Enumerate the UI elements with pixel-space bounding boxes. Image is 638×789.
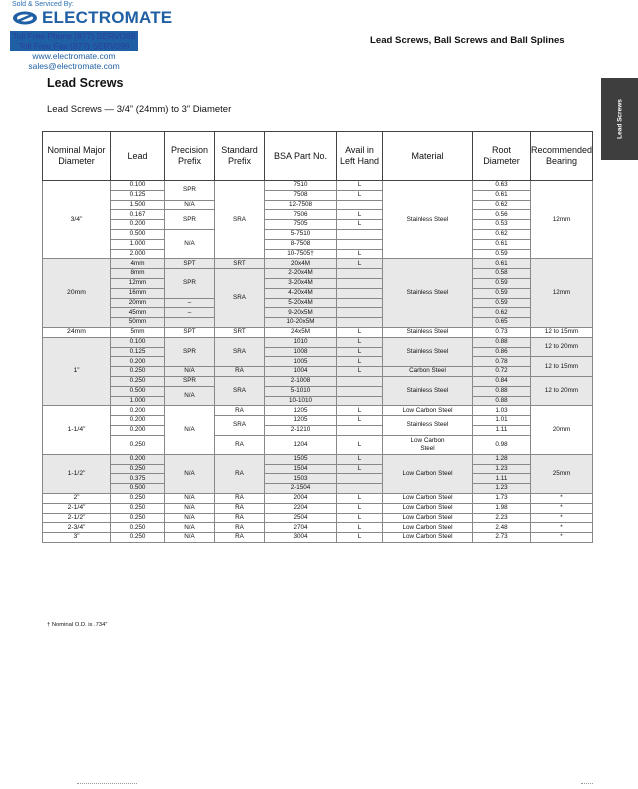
cell: N/A [165,523,215,533]
cell: SPT [165,259,215,269]
cell: 12mm [531,181,593,259]
cell: RA [215,513,265,523]
sold-by-label: Sold & Serviced By: [12,1,74,8]
table-row [43,308,593,318]
cell: 7510 [265,181,337,191]
phone-line: Toll Free Phone (877) SERVO98 [10,31,138,41]
cell: 0.88 [473,337,531,347]
cell: 5mm [111,327,165,337]
side-tab-label: Lead Screws [616,99,623,139]
cell: N/A [165,493,215,503]
table-row [43,210,593,220]
table-row [43,464,593,474]
cell: 0.59 [473,249,531,259]
cell: 1-1/2” [43,454,111,493]
cell: 50mm [111,318,165,328]
cell: 0.250 [111,533,165,543]
cell: N/A [165,406,215,454]
cell: 1.23 [473,484,531,494]
cell: 1.23 [473,464,531,474]
cell: 7505 [265,220,337,230]
cell: L [337,357,383,367]
cell: L [337,347,383,357]
cell: 5-20x4M [265,298,337,308]
cell: 12 to 15mm [531,327,593,337]
cell: 0.63 [473,181,531,191]
col-header: Nominal Major Diameter [43,132,111,181]
cell: 2504 [265,513,337,523]
cell: 2.48 [473,523,531,533]
table-row [43,220,593,230]
cell: 2-1008 [265,376,337,386]
cell: – [165,308,215,318]
cell: 0.61 [473,259,531,269]
cell: 0.200 [111,425,165,435]
table-row [43,474,593,484]
cell: 2-1/2” [43,513,111,523]
cell [337,269,383,279]
cell: N/A [165,503,215,513]
page-bottom-edge [47,783,597,789]
cell: 0.100 [111,181,165,191]
cell: L [337,367,383,377]
cell: 0.62 [473,200,531,210]
cell: 2-20x4M [265,269,337,279]
cell: 3/4” [43,181,111,259]
col-header: Root Diameter [473,132,531,181]
cell: RA [215,367,265,377]
cell: 1205 [265,406,337,416]
cell: SRA [215,181,265,259]
cell: 12 to 20mm [531,337,593,357]
cell: 0.61 [473,190,531,200]
cell: L [337,493,383,503]
cell: 0.250 [111,367,165,377]
cell: SPR [165,376,215,386]
cell: SRA [215,376,265,405]
cell: * [531,513,593,523]
table-row [43,318,593,328]
cell: L [337,337,383,347]
table-row [43,200,593,210]
lead-screw-table [42,131,593,543]
cell: N/A [165,386,215,406]
table-row [43,533,593,543]
cell: 0.78 [473,357,531,367]
cell: 9-20x5M [265,308,337,318]
cell: 0.250 [111,503,165,513]
table-row [43,269,593,279]
cell: 0.62 [473,229,531,239]
cell: SPR [165,269,215,298]
cell: 1.500 [111,200,165,210]
cell: 5-7510 [265,229,337,239]
cell: 0.200 [111,416,165,426]
cell: N/A [165,229,215,258]
cell: 0.58 [473,269,531,279]
cell: – [165,298,215,308]
cell: L [337,190,383,200]
cell: 1010 [265,337,337,347]
cell: L [337,249,383,259]
cell: 1.28 [473,454,531,464]
contact-block [10,31,138,71]
cell: 0.98 [473,435,531,454]
cell: 0.65 [473,318,531,328]
cell: 2.000 [111,249,165,259]
col-header: Recommended Bearing [531,132,593,181]
cell: 0.56 [473,210,531,220]
cell: RA [215,503,265,513]
cell: 2.23 [473,513,531,523]
cell: 4mm [111,259,165,269]
cell: 1.73 [473,493,531,503]
cell: Stainless Steel [383,327,473,337]
cell: L [337,503,383,513]
cell: 7506 [265,210,337,220]
cell: 0.250 [111,435,165,454]
table-row [43,513,593,523]
cell: SPR [165,181,215,201]
cell: 0.73 [473,327,531,337]
cell: 2.73 [473,533,531,543]
cell [337,484,383,494]
cell [337,288,383,298]
table-row [43,523,593,533]
cell: Stainless Steel [383,337,473,366]
cell: L [337,327,383,337]
cell: 2-3/4” [43,523,111,533]
table-row [43,367,593,377]
cell: 0.125 [111,347,165,357]
cell: 0.53 [473,220,531,230]
page-subtitle: Lead Screws — 3/4” (24mm) to 3” Diameter [47,104,232,115]
cell [337,308,383,318]
table-row [43,181,593,191]
cell: Low Carbon Steel [383,513,473,523]
cell: L [337,416,383,426]
cell: 12 to 15mm [531,357,593,377]
table-row [43,484,593,494]
cell: 12 to 20mm [531,376,593,405]
col-header: BSA Part No. [265,132,337,181]
cell: N/A [165,533,215,543]
table-row [43,327,593,337]
cell: 1.01 [473,416,531,426]
cell: 0.62 [473,308,531,318]
cell: RA [215,454,265,493]
cell: L [337,454,383,464]
cell: RA [215,523,265,533]
cell: 3-20x4M [265,278,337,288]
table-row [43,493,593,503]
cell: 2204 [265,503,337,513]
cell: 20mm [111,298,165,308]
table-row [43,386,593,396]
cell: 0.250 [111,464,165,474]
cell: 1-1/4” [43,406,111,454]
cell: 0.59 [473,278,531,288]
table-row [43,259,593,269]
cell: 1505 [265,454,337,464]
cell: N/A [165,200,215,210]
table-row [43,396,593,406]
cell: L [337,435,383,454]
cell: 0.200 [111,406,165,416]
table-row [43,416,593,426]
cell: L [337,464,383,474]
table-row [43,190,593,200]
cell: 1.000 [111,239,165,249]
cell: 16mm [111,288,165,298]
cell: 1.98 [473,503,531,513]
cell: 10-1010 [265,396,337,406]
cell: 8mm [111,269,165,279]
cell: 0.200 [111,220,165,230]
electromate-logo-icon [12,10,38,26]
cell: Low Carbon Steel [383,533,473,543]
cell [165,318,215,328]
cell: 0.88 [473,396,531,406]
cell: 1204 [265,435,337,454]
cell: 1.11 [473,474,531,484]
cell: 24x5M [265,327,337,337]
col-header: Material [383,132,473,181]
table-row [43,376,593,386]
cell: 1.11 [473,425,531,435]
table-row [43,454,593,464]
cell: N/A [165,367,215,377]
table-row [43,288,593,298]
cell: Low Carbon Steel [383,454,473,493]
cell: 20mm [43,259,111,328]
table-row [43,425,593,435]
cell: 3004 [265,533,337,543]
cell: 2-1/4” [43,503,111,513]
cell: N/A [165,454,215,493]
cell: 3” [43,533,111,543]
cell: 25mm [531,454,593,493]
cell: 1205 [265,416,337,426]
cell: 0.86 [473,347,531,357]
cell: * [531,503,593,513]
cell: Stainless Steel [383,259,473,328]
cell: L [337,259,383,269]
col-header: Precision Prefix [165,132,215,181]
cell [383,435,473,454]
cell [337,474,383,484]
cell: 1.03 [473,406,531,416]
cell: 24mm [43,327,111,337]
cell: RA [215,493,265,503]
cell [337,239,383,249]
col-header: Lead [111,132,165,181]
cell: SRA [215,416,265,436]
cell: 45mm [111,308,165,318]
cell: 12mm [111,278,165,288]
cell: L [337,220,383,230]
cell: 0.72 [473,367,531,377]
col-header: Standard Prefix [215,132,265,181]
cell [337,318,383,328]
cell: 4-20x4M [265,288,337,298]
cell: 0.200 [111,357,165,367]
cell: 0.125 [111,190,165,200]
cell: 0.84 [473,376,531,386]
cell: 0.375 [111,474,165,484]
cell [337,376,383,386]
cell: 10-7505† [265,249,337,259]
cell: 0.88 [473,386,531,396]
cell: Low Carbon Steel [383,523,473,533]
table-row [43,357,593,367]
cell: 0.250 [111,493,165,503]
table-row [43,278,593,288]
table-row [43,435,593,454]
cell: SPR [165,210,215,230]
cell: RA [215,533,265,543]
cell: Low Carbon Steel [383,493,473,503]
col-header: Avail in Left Hand [337,132,383,181]
cell: Low Carbon Steel [383,503,473,513]
cell: 1.000 [111,396,165,406]
cell: 1503 [265,474,337,484]
table-row [43,249,593,259]
cell: 0.59 [473,288,531,298]
cell: 5-1010 [265,386,337,396]
material-two-line: Low Carbon Steel [410,436,445,452]
cell: 1005 [265,357,337,367]
fax-line: Toll Free Fax (877) SERV099 [10,41,138,51]
cell: SRT [215,327,265,337]
cell [337,386,383,396]
cell: RA [215,435,265,454]
brand-logo[interactable] [12,8,172,28]
cell: 2” [43,493,111,503]
cell: L [337,513,383,523]
cell: 2004 [265,493,337,503]
cell [337,298,383,308]
cell: L [337,181,383,191]
side-tab [601,78,638,160]
table-row [43,239,593,249]
cell: * [531,493,593,503]
cell: 0.59 [473,298,531,308]
page-title: Lead Screws [47,76,124,90]
email-link[interactable]: sales@electromate.com [28,61,120,71]
table-row [43,298,593,308]
cell: L [337,523,383,533]
cell: 2-1504 [265,484,337,494]
cell: Carbon Steel [383,367,473,377]
cell: 8-7508 [265,239,337,249]
cell: 0.61 [473,239,531,249]
cell: SRT [215,259,265,269]
cell: 20x4M [265,259,337,269]
cell: 20mm [531,406,593,454]
cell: Low Carbon Steel [383,406,473,416]
cell: 1004 [265,367,337,377]
cell: 0.100 [111,337,165,347]
section-heading: Lead Screws, Ball Screws and Ball Splines [370,35,565,46]
cell: 0.200 [111,454,165,464]
cell: 0.500 [111,229,165,239]
cell: 1” [43,337,111,406]
cell: Stainless Steel [383,181,473,259]
table-row [43,406,593,416]
cell: 1008 [265,347,337,357]
cell: 2704 [265,523,337,533]
cell [337,200,383,210]
cell: Stainless Steel [383,416,473,436]
cell: 0.500 [111,386,165,396]
cell [337,396,383,406]
cell: RA [215,406,265,416]
cell: 2-1210 [265,425,337,435]
cell [337,229,383,239]
cell [337,425,383,435]
cell: L [337,210,383,220]
cell: 1504 [265,464,337,474]
table-row [43,337,593,347]
cell: * [531,523,593,533]
cell: N/A [165,513,215,523]
cell [337,278,383,288]
cell: 0.167 [111,210,165,220]
cell: Stainless Steel [383,376,473,405]
cell: 7508 [265,190,337,200]
cell: * [531,533,593,543]
cell: 0.250 [111,513,165,523]
cell: SRA [215,337,265,366]
table-header-row [43,132,593,181]
brand-name: ELECTROMATE [42,8,173,27]
cell: SRA [215,269,265,328]
cell: 0.500 [111,484,165,494]
table-row [43,229,593,239]
cell: L [337,406,383,416]
cell: SPT [165,327,215,337]
cell: 12-7508 [265,200,337,210]
website-link[interactable]: www.electromate.com [32,51,116,61]
table-row [43,347,593,357]
cell: SPR [165,337,215,366]
cell: L [337,533,383,543]
cell: 0.250 [111,523,165,533]
cell: 0.250 [111,376,165,386]
footnote: † Nominal O.D. is .734” [47,622,108,628]
table-row [43,503,593,513]
cell: 12mm [531,259,593,328]
cell: 10-20x5M [265,318,337,328]
